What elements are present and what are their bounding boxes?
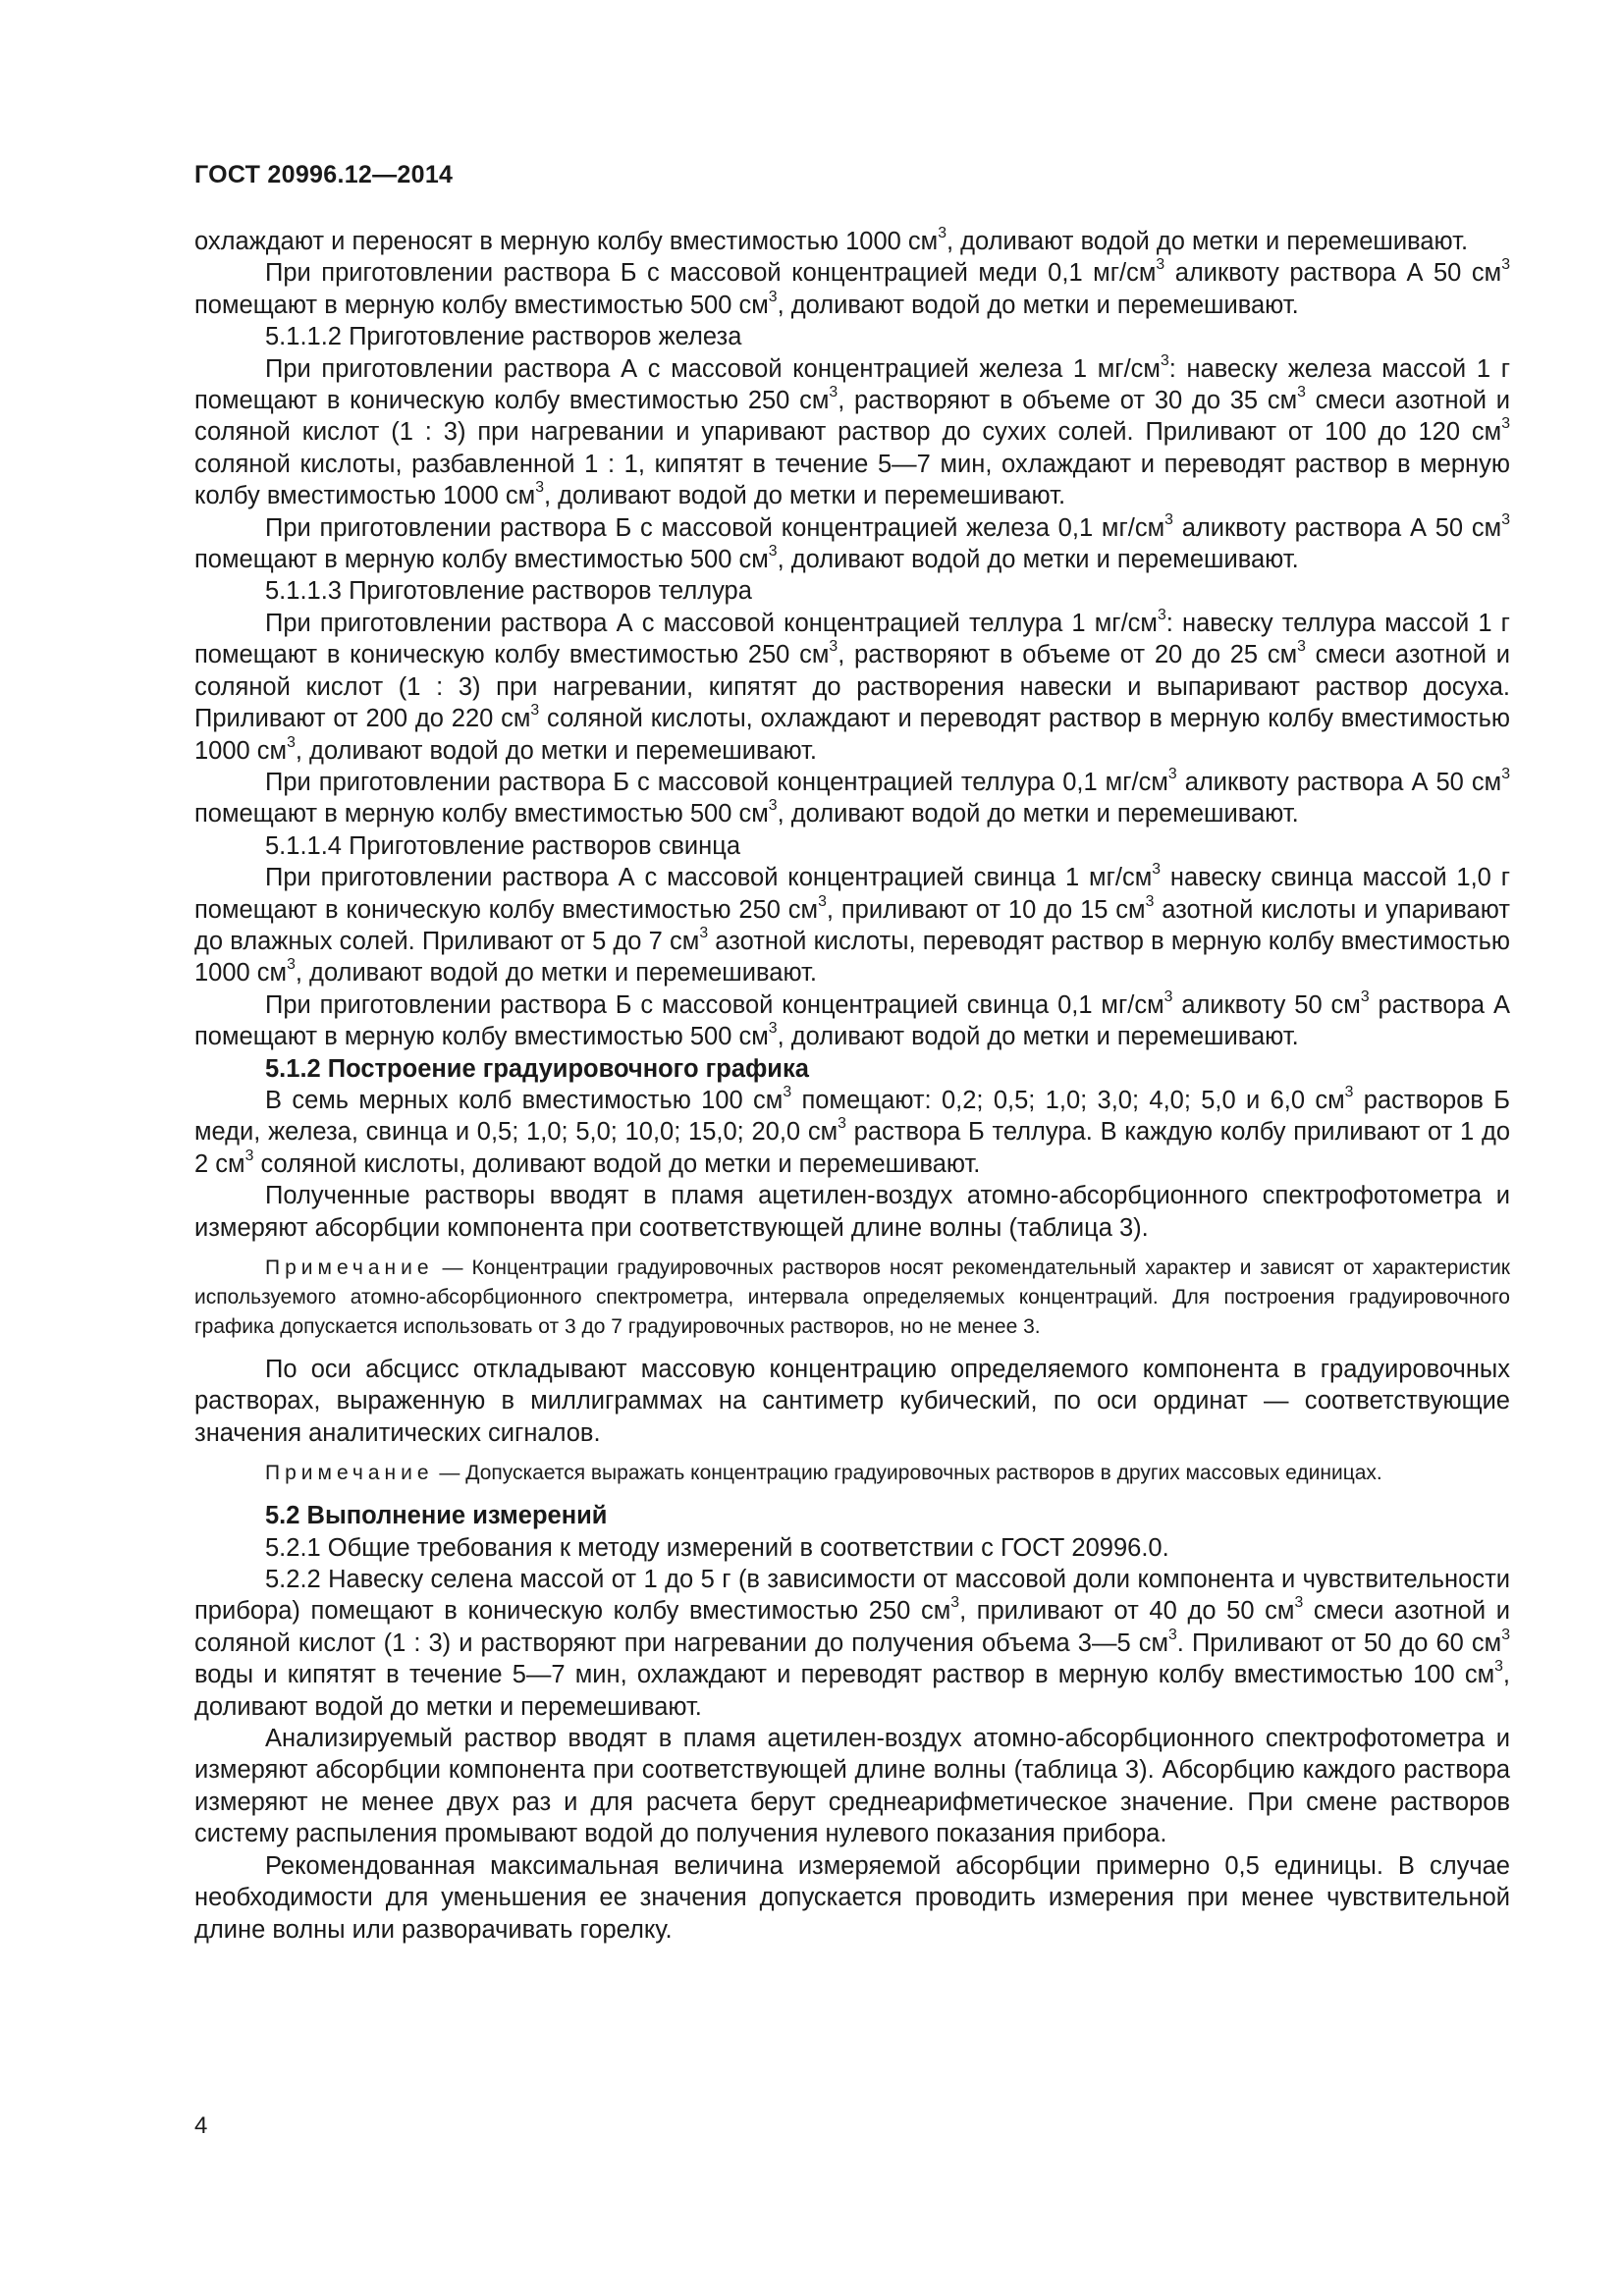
- paragraph: 5.1.1.4 Приготовление растворов свинца: [265, 831, 741, 860]
- paragraph: 5.1.1.3 Приготовление растворов теллура: [265, 577, 752, 606]
- document-header: ГОСТ 20996.12—2014: [194, 161, 454, 188]
- paragraph: Полученные растворы вводят в пламя ацетилен-воздух атомно-абсорбционного спектрофотометра и измеряют абсорбции компонента при соответствующей длине волны (таблица 3).: [194, 1182, 1510, 1242]
- paragraph: 5.2.1 Общие требования к методу измерений в соответствии с ГОСТ 20996.0.: [265, 1533, 1169, 1562]
- paragraph: При приготовлении раствора А с массовой концентрацией железа 1 $мг/см^3$: навеску железа массой 1 г помещают в коническую колбу вместимостью 250 $см^3$, растворяют в объеме от 30 до 35 $см^3$ смеси азотной и соляной кислот (1 : 3) при нагревании и упаривают раствор до сухих солей. Приливают от 100 до 120 $см^3$ соляной кислоты, разбавленной 1 : 1, кипятят в течение 5—7 мин, охлаждают и переводят раствор в мерную колбу вместимостью 1000 $см^3$, доливают водой до метки и перемешивают.: [194, 351, 1510, 510]
- paragraph: охлаждают и переносят в мерную колбу вместимостью 1000 $см^3$, доливают водой до метки и перемешивают.: [194, 225, 1469, 255]
- paragraph: В семь мерных колб вместимостью 100 $см^3$ помещают: 0,2; 0,5; 1,0; 3,0; 4,0; 5,0 и 6,0 $см^3$ растворов Б меди, железа, свинца и 0,5; 1,0; 5,0; 10,0; 15,0; 20,0 $см^3$ раствора Б теллура. В каждую колбу приливают от 1 до 2 $см^3$ соляной кислоты, доливают водой до метки и перемешивают.: [194, 1084, 1511, 1178]
- paragraph: 5.2.2 Навеску селена массой от 1 до 5 г (в зависимости от массовой доли компонента и чувствительности прибора) помещают в коническую колбу вместимостью 250 $см^3$, приливают от 40 до 50 $см^3$ смеси азотной и соляной кислот (1 : 3) и растворяют при нагревании до получения объема 3—5 $см^3$. Приливают от 50 до 60 $см^3$ воды и кипятят в течение 5—7 мин, охлаждают и переводят раствор в мерную колбу вместимостью 100 $см^3$, доливают водой до метки и перемешивают.: [194, 1566, 1511, 1721]
- paragraph: При приготовлении раствора А с массовой концентрацией теллура 1 $мг/см^3$: навеску теллура массой 1 г помещают в коническую колбу вместимостью 250 $см^3$, растворяют в объеме от 20 до 25 $см^3$ смеси азотной и соляной кислот (1 : 3) при нагревании, кипятят до растворения навески и выпаривают раствор досуха. Приливают от 200 до 220 $см^3$ соляной кислоты, охлаждают и переводят раствор в мерную колбу вместимостью 1000 $см^3$, доливают водой до метки и перемешивают.: [194, 607, 1510, 765]
- section-heading: 5.2 Выполнение измерений: [265, 1502, 608, 1530]
- paragraph: При приготовлении раствора Б с массовой концентрацией свинца 0,1 $мг/см^3$ аликвоту 50 $см^3$ раствора А помещают в мерную колбу вместимостью 500 $см^3$, доливают водой до метки и перемешивают.: [194, 988, 1510, 1051]
- paragraph: По оси абсцисс откладывают массовую концентрацию определяемого компонента в градуировочных растворах, выраженную в миллиграммах на сантиметр кубический, по оси ординат — соответствующие значения аналитических сигналов.: [194, 1356, 1510, 1447]
- document-body: [194, 226, 1510, 1946]
- page-number: 4: [194, 2112, 208, 2139]
- paragraph: 5.1.1.2 Приготовление растворов железа: [265, 323, 742, 351]
- paragraph: Анализируемый раствор вводят в пламя ацетилен-воздух атомно-абсорбционного спектрофотометра и измеряют абсорбции компонента при соответствующей длине волны (таблица 3). Абсорбцию каждого раствора измеряют не менее двух раз и для расчета берут среднеарифметическое значение. При смене растворов систему распыления промывают водой до получения нулевого показания прибора.: [194, 1725, 1510, 1848]
- section-heading: 5.1.2 Построение градуировочного графика: [265, 1054, 809, 1083]
- paragraph: При приготовлении раствора Б с массовой концентрацией железа 0,1 $мг/см^3$ аликвоту раствора А 50 $см^3$ помещают в мерную колбу вместимостью 500 $см^3$, доливают водой до метки и перемешивают.: [194, 510, 1510, 574]
- note-paragraph: Примечание — Допускается выражать концентрацию градуировочных растворов в других массовых единицах.: [265, 1462, 1382, 1485]
- paragraph: Рекомендованная максимальная величина измеряемой абсорбции примерно 0,5 единицы. В случае необходимости для уменьшения ее значения допускается проводить измерения при менее чувствительной длине волны или разворачивать горелку.: [194, 1851, 1510, 1944]
- note-paragraph: Примечание — Концентрации градуировочных растворов носят рекомендательный характер и зависят от характеристик используемого атомно-абсорбционного спектрометра, интервала определяемых концентраций. Для построения градуировочного графика допускается использовать от 3 до 7 градуировочных растворов, но не менее 3.: [194, 1256, 1510, 1338]
- paragraph: При приготовлении раствора Б с массовой концентрацией меди 0,1 $мг/см^3$ аликвоту раствора А 50 $см^3$ помещают в мерную колбу вместимостью 500 $см^3$, доливают водой до метки и перемешивают.: [194, 256, 1510, 319]
- paragraph: При приготовлении раствора Б с массовой концентрацией теллура 0,1 $мг/см^3$ аликвоту раствора А 50 $см^3$ помещают в мерную колбу вместимостью 500 $см^3$, доливают водой до метки и перемешивают.: [194, 766, 1510, 828]
- paragraph: При приготовлении раствора А с массовой концентрацией свинца 1 $мг/см^3$ навеску свинца массой 1,0 г помещают в коническую колбу вместимостью 250 $см^3$, приливают от 10 до 15 $см^3$ азотной кислоты и упаривают до влажных солей. Приливают от 5 до 7 $см^3$ азотной кислоты, переводят раствор в мерную колбу вместимостью 1000 $см^3$, доливают водой до метки и перемешивают.: [194, 861, 1510, 988]
